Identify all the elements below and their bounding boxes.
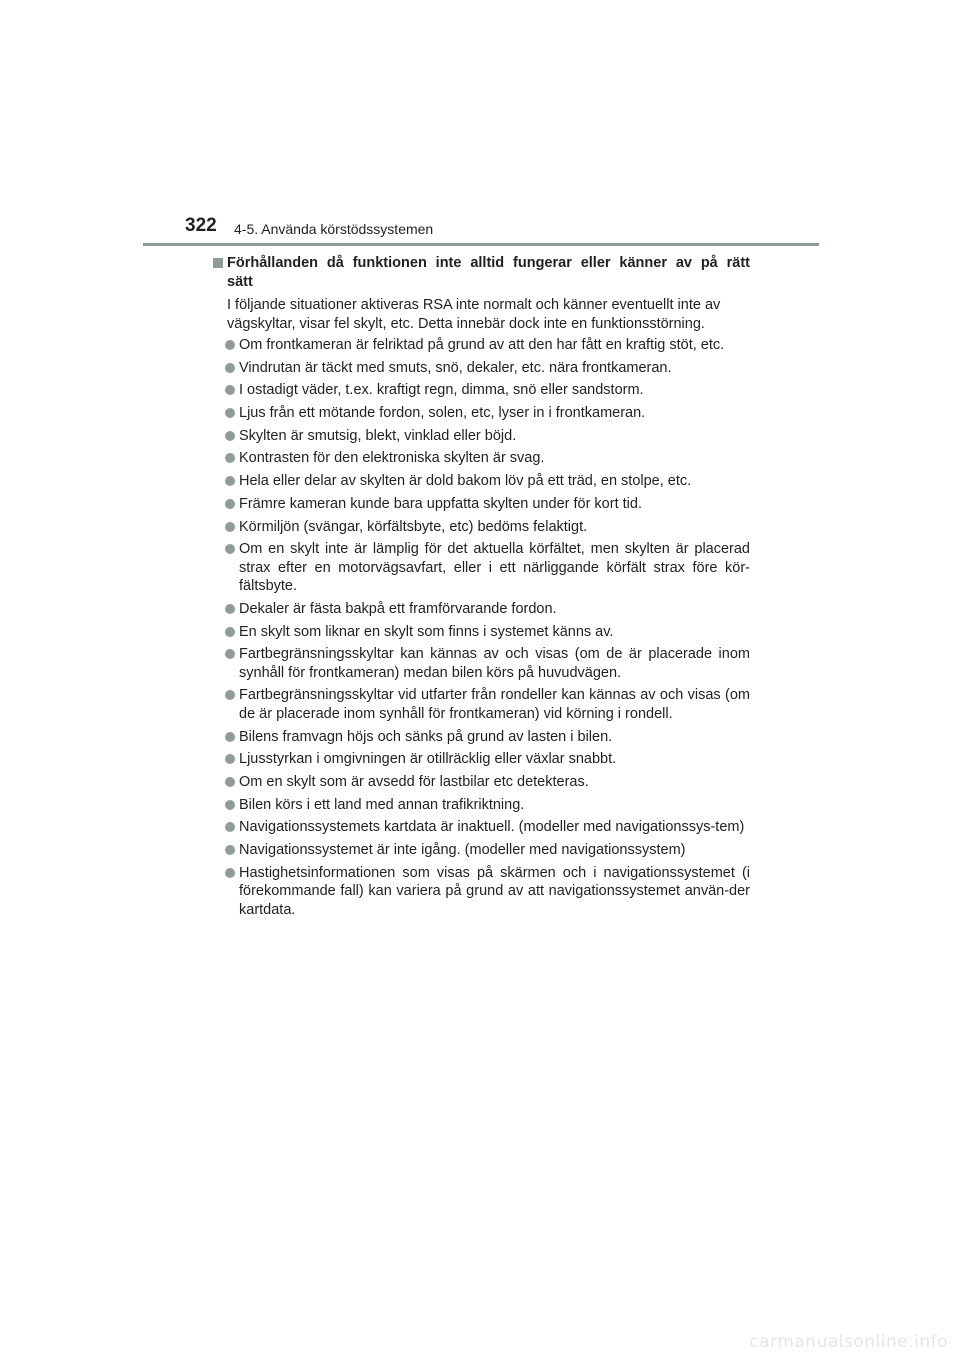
list-item	[213, 336, 750, 355]
list-item-text: Ljus från ett mötande fordon, solen, etc, lyser in i frontkameran.	[239, 405, 646, 422]
list-item-text: Kontrasten för den elektroniska skylten är svag.	[239, 450, 545, 467]
round-bullet-icon	[225, 363, 235, 373]
round-bullet-icon	[225, 499, 235, 509]
list-item-text: Om en skylt som är avsedd för lastbilar etc detekteras.	[239, 774, 589, 790]
list-item-text: Främre kameran kunde bara uppfatta skylten under för kort tid.	[239, 495, 642, 512]
list-item-text: Om frontkameran är felriktad på grund av att den har fått en kraftig stöt, etc.	[239, 337, 725, 353]
list-item	[213, 686, 750, 723]
page-number: 322	[185, 215, 217, 236]
list-item-text: Bilen körs i ett land med annan trafikriktning.	[239, 796, 525, 813]
round-bullet-icon	[225, 627, 235, 637]
watermark: carmanualsonline.info	[749, 1332, 948, 1352]
list-item	[213, 796, 750, 815]
list-item-text: Vindrutan är täckt med smuts, snö, dekaler, etc. nära frontkameran.	[239, 359, 672, 376]
subsection-heading	[213, 254, 750, 291]
list-item	[213, 623, 750, 642]
list-item-text: Körmiljön (svängar, körfältsbyte, etc) bedöms felaktigt.	[239, 518, 588, 535]
list-item	[213, 818, 750, 837]
round-bullet-icon	[225, 431, 235, 441]
list-item	[213, 381, 750, 400]
list-item-text: I ostadigt väder, t.ex. kraftigt regn, dimma, snö eller sandstorm.	[239, 382, 644, 399]
list-item	[213, 540, 750, 596]
round-bullet-icon	[225, 649, 235, 659]
subsection-heading-text: Förhållanden då funktionen inte alltid fungerar eller känner av på rätt sätt	[227, 255, 750, 290]
main-content	[213, 254, 750, 923]
list-item-text: Ljusstyrkan i omgivningen är otillräcklig eller växlar snabbt.	[239, 751, 617, 768]
round-bullet-icon	[225, 845, 235, 855]
list-item	[213, 750, 750, 769]
square-bullet-icon	[213, 258, 223, 268]
condition-list	[213, 336, 750, 919]
list-item-text: Fartbegränsningsskyltar vid utfarter från rondeller kan kännas av och visas (om de är placerade inom synhåll för frontkameran) vid körning i rondell.	[239, 687, 750, 722]
list-item	[213, 404, 750, 423]
intro-paragraph: I följande situationer aktiveras RSA inte normalt och känner eventuellt inte av vägskyltar, visar fel skylt, etc. Detta innebär dock inte en funktionsstörning.	[227, 297, 721, 332]
round-bullet-icon	[225, 868, 235, 878]
round-bullet-icon	[225, 777, 235, 787]
list-item-text: Navigationssystemet är inte igång. (modeller med navigationssystem)	[239, 842, 686, 859]
round-bullet-icon	[225, 408, 235, 418]
list-item	[213, 728, 750, 747]
list-item-text: Dekaler är fästa bakpå ett framförvarande fordon.	[239, 600, 557, 617]
round-bullet-icon	[225, 522, 235, 532]
list-item	[213, 864, 750, 920]
round-bullet-icon	[225, 544, 235, 554]
list-item	[213, 773, 750, 792]
round-bullet-icon	[225, 476, 235, 486]
list-item	[213, 359, 750, 378]
list-item	[213, 449, 750, 468]
section-title: 4-5. Använda körstödssystemen	[234, 221, 434, 237]
round-bullet-icon	[225, 800, 235, 810]
round-bullet-icon	[225, 385, 235, 395]
header-divider	[143, 243, 819, 246]
list-item	[213, 518, 750, 537]
round-bullet-icon	[225, 690, 235, 700]
round-bullet-icon	[225, 732, 235, 742]
list-item	[213, 427, 750, 446]
list-item	[213, 645, 750, 682]
list-item-text: Fartbegränsningsskyltar kan kännas av och visas (om de är placerade inom synhåll för frontkameran) medan bilen körs på huvudvägen.	[239, 646, 750, 681]
list-item	[213, 841, 750, 860]
list-item-text: En skylt som liknar en skylt som finns i systemet känns av.	[239, 623, 614, 640]
list-item	[213, 472, 750, 491]
list-item-text: Om en skylt inte är lämplig för det aktuella körfältet, men skylten är placerad strax efter en motorvägsavfart, eller i ett närliggande körfält strax före kör-fältsbyte.	[239, 541, 750, 595]
round-bullet-icon	[225, 453, 235, 463]
list-item-text: Hastighetsinformationen som visas på skärmen och i navigationssystemet (i förekommande fall) kan variera på grund av att navigationssystemet använ-der kartdata.	[239, 864, 750, 918]
round-bullet-icon	[225, 604, 235, 614]
list-item	[213, 495, 750, 514]
round-bullet-icon	[225, 822, 235, 832]
list-item	[213, 600, 750, 619]
round-bullet-icon	[225, 340, 235, 350]
round-bullet-icon	[225, 754, 235, 764]
list-item-text: Navigationssystemets kartdata är inaktuell. (modeller med navigationssys-tem)	[239, 819, 745, 836]
list-item-text: Skylten är smutsig, blekt, vinklad eller böjd.	[239, 427, 517, 444]
list-item-text: Hela eller delar av skylten är dold bakom löv på ett träd, en stolpe, etc.	[239, 473, 692, 490]
list-item-text: Bilens framvagn höjs och sänks på grund av lasten i bilen.	[239, 728, 613, 745]
